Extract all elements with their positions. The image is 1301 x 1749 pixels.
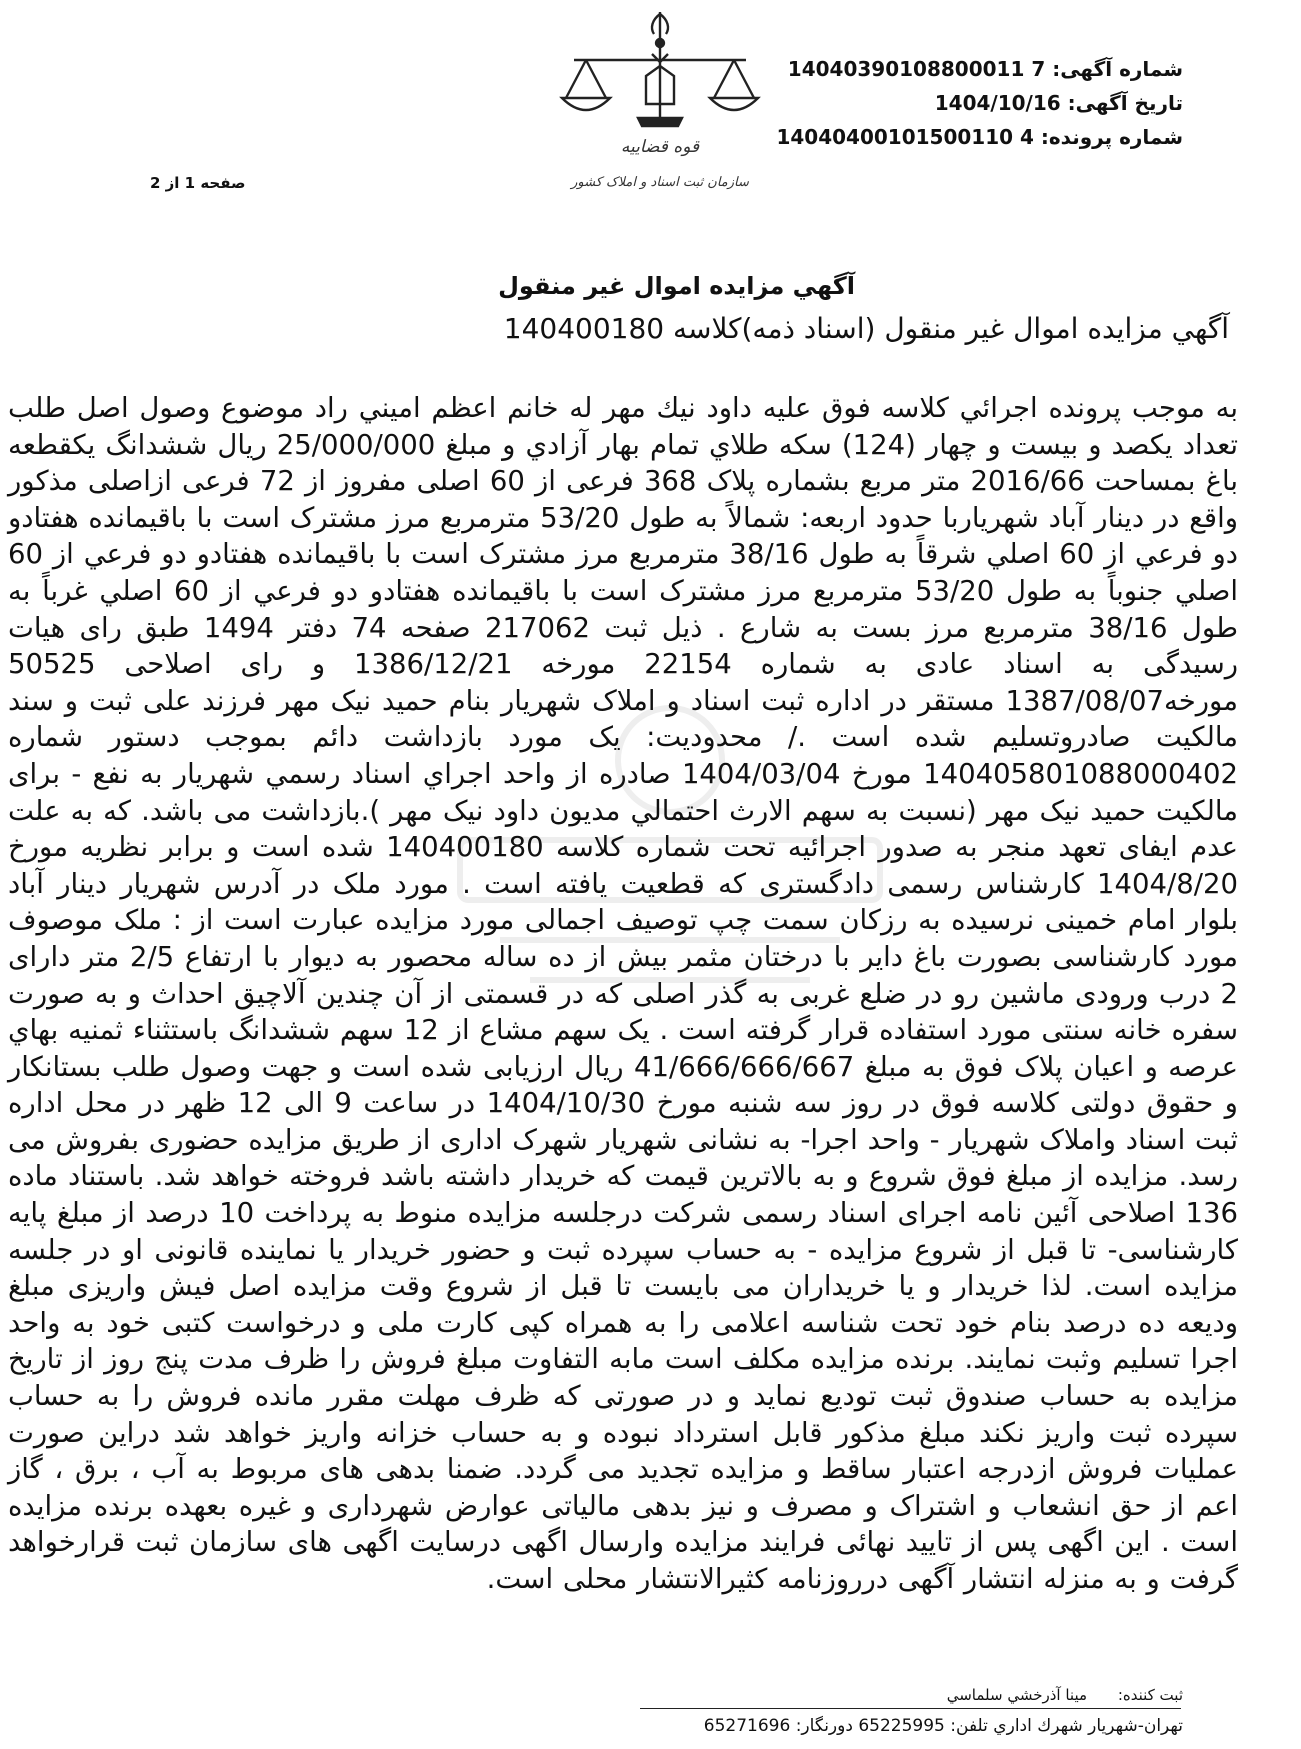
registrar [947, 1686, 1183, 1704]
page-indicator: صفحه 1 از 2 [150, 174, 246, 192]
notice-number: 14040390108800011 7 [787, 57, 1046, 81]
notice-number-label: شماره آگهی: [1052, 57, 1183, 81]
judiciary-emblem-icon [540, 6, 780, 206]
emblem-caption [569, 137, 750, 190]
notice-date: 1404/10/16 [934, 91, 1061, 115]
page-title: آگهي مزايده اموال غير منقول [498, 272, 855, 300]
notice-meta [776, 52, 1183, 154]
emblem-caption-line1: قوه قضاییه [620, 137, 700, 157]
footer-divider [640, 1708, 1181, 1709]
case-number-row [776, 120, 1183, 154]
registrar-label: ثبت كننده: [1117, 1686, 1183, 1704]
notice-date-label: تاریخ آگهی: [1067, 91, 1183, 115]
case-number-label: شماره پرونده: [1040, 125, 1183, 149]
page-subtitle: آگهي مزايده اموال غير منقول (اسناد ذمه)كلاسه 140400180 [503, 312, 1229, 345]
emblem-caption-line2: سازمان ثبت اسناد و املاک کشور [571, 175, 749, 190]
auction-notice-body: به موجب پرونده اجرائي كلاسه فوق عليه داود نيك مهر له خانم اعظم اميني راد موضوع وصول اصل طلب تعداد يكصد و بيست و چهار (124) سكه طلاي تمام بهار آزادي و مبلغ 25/000/000 ريال ششدانگ يكقطعه باغ بمساحت 2016/66 متر مربع بشماره پلاک 368 فرعی از 60 اصلی مفروز از 72 فرعی ازاصلی مذکور واقع در دينار آباد شهرياربا حدود اربعه: شمالاً به طول 53/20 مترمربع مرز مشترک است با باقيمانده هفتادو دو فرعي از 60 اصلي شرقاً به طول 38/16 مترمربع مرز مشترک است با باقيمانده هفتادو دو فرعي از 60 اصلي جنوباً به طول 53/20 مترمربع مرز مشترک است با باقيمانده هفتادو دو فرعي از 60 اصلي غرباً به طول 38/16 مترمربع مرز بست به شارع . ذیل ثبت 217062 صفحه 74 دفتر 1494 طبق رای هیات رسیدگی به اسناد عادی به شماره 22154 مورخه 1386/12/21 و رای اصلاحی 50525 مورخه1387/08/07 مستقر در اداره ثبت اسناد و املاک شهریار بنام حمید نیک مهر فرزند علی ثبت و سند مالکیت صادروتسلیم شده است ./ محدوديت: يک مورد بازداشت دائم بموجب دستور شماره 140405801088000402 مورخ 1404/03/04 صادره از واحد اجراي اسناد رسمي شهريار به نفع - برای مالکیت حمید نیک مهر (نسبت به سهم الارث احتمالي مديون داود نيک مهر ).بازداشت می باشد. که به علت عدم ایفای تعهد منجر به صدور اجرائیه تحت شماره کلاسه 140400180 شده است و برابر نظریه مورخ 1404/8/20 کارشناس رسمی دادگستری که قطعیت یافته است . مورد ملک در آدرس شهریار دینار آباد بلوار امام خمینی نرسیده به رزکان سمت چپ توصیف اجمالی مورد مزایده عبارت است از : ملک موصوف مورد کارشناسی بصورت باغ دایر با درختان مثمر بیش از ده ساله محصور به دیوار با ارتفاع 2/5 متر دارای 2 درب ورودی ماشین رو در ضلع غربی به گذر اصلی که در قسمتی از آن چندین آلاچیق احداث و به صورت سفره خانه سنتی مورد استفاده قرار گرفته است . یک سهم مشاع از 12 سهم ششدانگ باستثناء ثمنيه بهاي عرصه و اعيان پلاک فوق به مبلغ 41/666/666/667 ریال ارزیابی شده است و جهت وصول طلب بستانکار و حقوق دولتی کلاسه فوق در روز سه شنبه مورخ 1404/10/30 در ساعت 9 الی 12 ظهر در محل اداره ثبت اسناد واملاک شهریار - واحد اجرا- به نشانی شهریار شهرک اداری از طریق مزایده حضوری بفروش می رسد. مزایده از مبلغ فوق شروع و به بالاترین قیمت که خریدار داشته باشد فروخته خواهد شد. باستناد ماده 136 اصلاحی آئین نامه اجرای اسناد رسمی شرکت درجلسه مزایده منوط به پرداخت 10 درصد از مبلغ پایه کارشناسی- تا قبل از شروع مزایده - به حساب سپرده ثبت و حضور خریدار یا نماینده قانونی او در جلسه مزایده است. لذا خریدار و یا خریداران می بایست تا قبل از شروع وقت مزایده اصل فیش واریزی مبلغ ودیعه ده درصد بنام خود تحت شناسه اعلامی را به همراه کپی کارت ملی و درخواست کتبی خود به واحد اجرا تسلیم وثبت نمایند. برنده مزایده مکلف است مابه التفاوت مبلغ فروش را ظرف مدت پنج روز از تاریخ مزایده به حساب صندوق ثبت تودیع نماید و در صورتی که ظرف مهلت مقرر مانده فروش را به حساب سپرده ثبت واریز نکند مبلغ مذکور قابل استرداد نبوده و به حساب خزانه واریز خواهد شد دراین صورت عملیات فروش ازدرجه اعتبار ساقط و مزایده تجدید می گردد. ضمنا بدهی های مربوط به آب ، برق ، گاز اعم از حق انشعاب و اشتراک و مصرف و نیز بدهی مالیاتی عوارض شهرداری و غیره بعهده برنده مزایده است . این اگهی پس از تایید نهائی فرایند مزایده وارسال اگهی درسایت اگهی های سازمان ثبت قرارخواهد گرفت و به منزله انتشار آگهی درروزنامه کثيرالانتشار محلی است. [8, 392, 1239, 1595]
contact-info: تهران-شهريار شهرك اداري تلفن: 65225995 دورنگار: 65271696 [703, 1716, 1183, 1736]
registrar-name: مينا آذرخشي سلماسي [946, 1686, 1088, 1704]
notice-date-row [776, 86, 1183, 120]
case-number: 14040400101500110 4 [776, 125, 1034, 149]
notice-number-row [776, 52, 1183, 86]
